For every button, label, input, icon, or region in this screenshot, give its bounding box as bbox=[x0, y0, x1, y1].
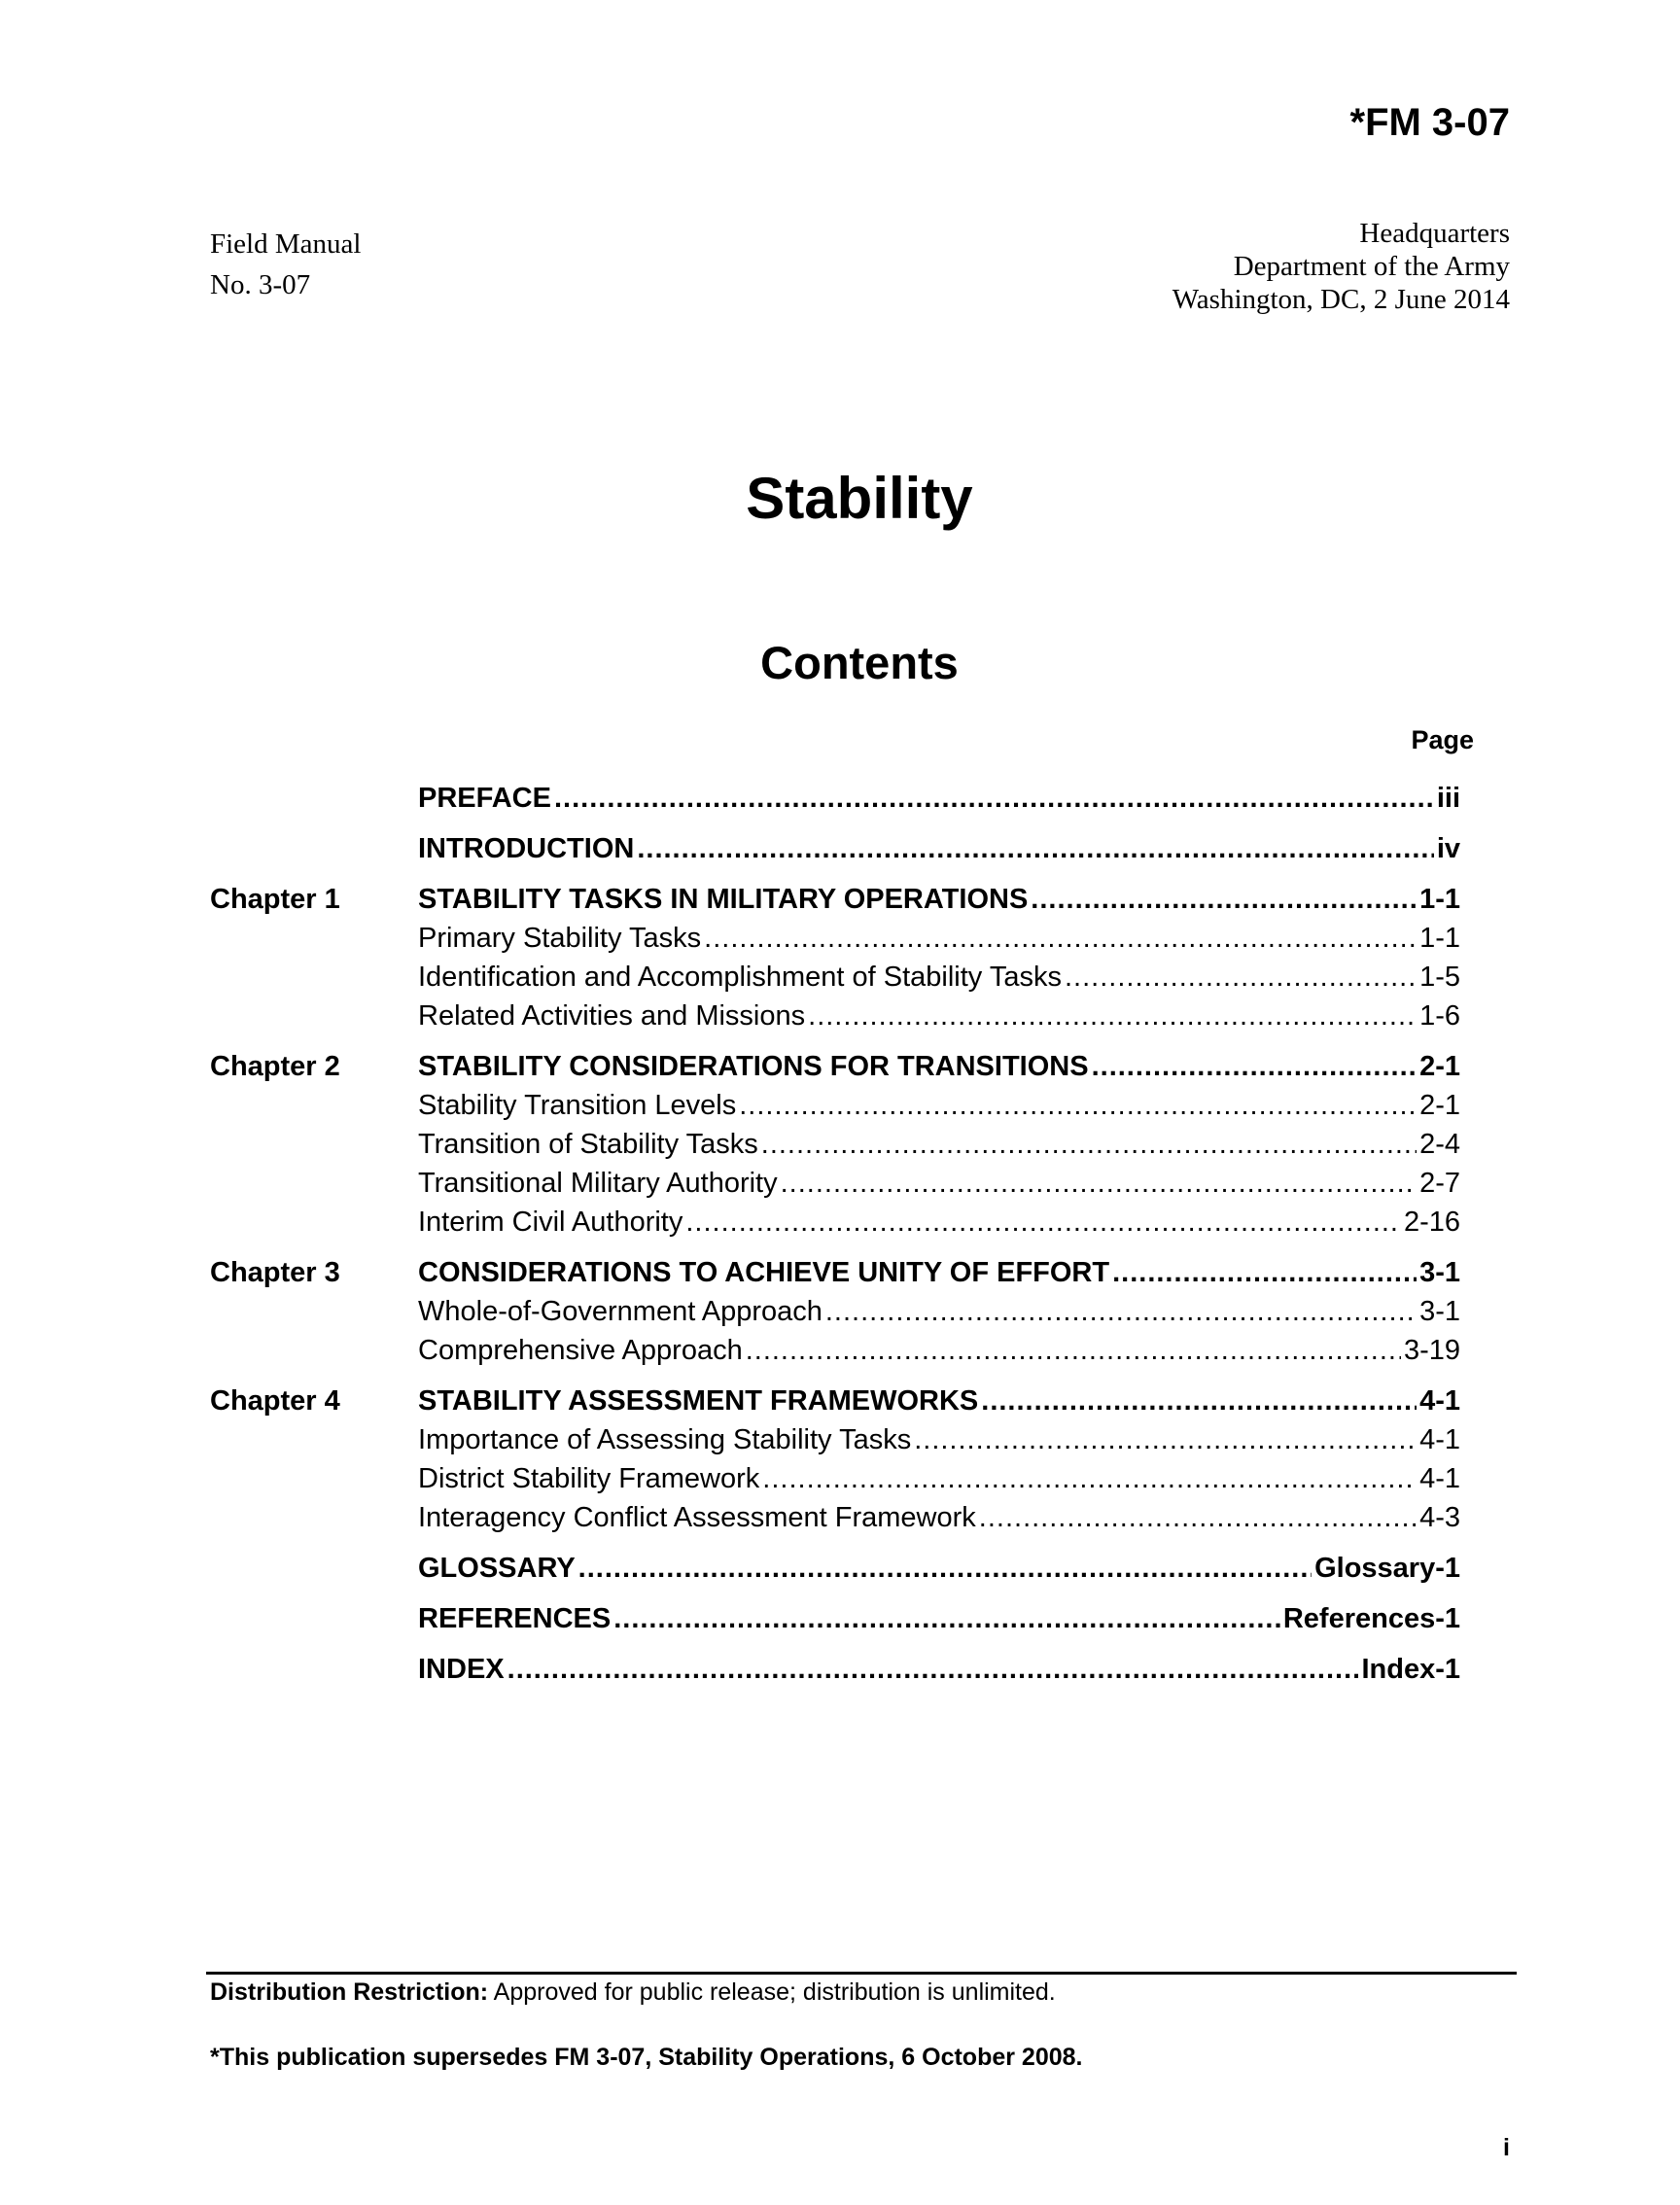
toc-leader-dots bbox=[825, 1296, 1417, 1328]
toc-entry-page: 1-1 bbox=[1419, 884, 1460, 915]
toc-leader-dots bbox=[914, 1424, 1417, 1456]
document-title: Stability bbox=[746, 466, 973, 531]
page-number: i bbox=[1503, 2134, 1510, 2161]
distribution-text: Approved for public release; distribution is unlimited. bbox=[488, 1978, 1056, 2006]
toc-entry-title: INTRODUCTION bbox=[418, 833, 635, 864]
document-code: *FM 3-07 bbox=[1349, 101, 1510, 144]
toc-entry-page: 2-16 bbox=[1403, 1207, 1460, 1238]
toc-entry-page: Glossary-1 bbox=[1314, 1553, 1460, 1584]
toc-entry-title: STABILITY CONSIDERATIONS FOR TRANSITIONS bbox=[418, 1051, 1089, 1082]
department-line: Department of the Army bbox=[1233, 251, 1510, 282]
toc-entry-title: CONSIDERATIONS TO ACHIEVE UNITY OF EFFORT bbox=[418, 1257, 1110, 1288]
toc-entry-page: iii bbox=[1436, 783, 1460, 814]
toc-entry-page: 1-5 bbox=[1419, 962, 1460, 993]
toc-entry-page: Index-1 bbox=[1361, 1654, 1460, 1685]
toc-entry-title: STABILITY TASKS IN MILITARY OPERATIONS bbox=[418, 884, 1029, 915]
toc-entry[interactable] bbox=[418, 1296, 1460, 1335]
distribution-restriction bbox=[210, 1978, 1056, 2007]
headquarters-line: Headquarters bbox=[1359, 218, 1510, 249]
manual-number-line: No. 3-07 bbox=[210, 269, 311, 300]
toc-leader-dots bbox=[613, 1603, 1280, 1635]
toc-leader-dots bbox=[761, 1129, 1417, 1161]
toc-entry[interactable] bbox=[418, 1168, 1460, 1207]
toc-entry[interactable] bbox=[418, 1257, 1460, 1296]
field-manual-line: Field Manual bbox=[210, 228, 362, 260]
location-date-line: Washington, DC, 2 June 2014 bbox=[1172, 284, 1510, 315]
toc-entry[interactable] bbox=[418, 1129, 1460, 1168]
toc-leader-dots bbox=[781, 1168, 1417, 1200]
toc-entry-page: 4-1 bbox=[1419, 1463, 1460, 1494]
toc-entry-page: iv bbox=[1436, 833, 1460, 864]
toc-entry-page: 2-1 bbox=[1419, 1090, 1460, 1121]
toc-entry-title: Importance of Assessing Stability Tasks bbox=[418, 1424, 912, 1455]
toc-entry-title: Comprehensive Approach bbox=[418, 1335, 743, 1366]
toc-entry-title: STABILITY ASSESSMENT FRAMEWORKS bbox=[418, 1385, 979, 1417]
toc-entry-page: 1-1 bbox=[1419, 923, 1460, 954]
toc-leader-dots bbox=[637, 833, 1433, 865]
toc-leader-dots bbox=[1112, 1257, 1417, 1289]
toc-entry[interactable] bbox=[418, 1090, 1460, 1129]
toc-entry[interactable] bbox=[418, 1335, 1460, 1374]
toc-entry[interactable] bbox=[418, 1553, 1460, 1592]
field-manual-number bbox=[210, 224, 361, 305]
toc-entry-page: 4-3 bbox=[1419, 1502, 1460, 1533]
toc-entry-page: 4-1 bbox=[1419, 1385, 1460, 1417]
toc-entry-title: Transitional Military Authority bbox=[418, 1168, 778, 1199]
toc-entry-page: 3-19 bbox=[1403, 1335, 1460, 1366]
toc-entry-title: District Stability Framework bbox=[418, 1463, 760, 1494]
toc-entry-page: 2-4 bbox=[1419, 1129, 1460, 1160]
toc-leader-dots bbox=[981, 1385, 1417, 1418]
toc-entry[interactable] bbox=[418, 923, 1460, 962]
toc-leader-dots bbox=[1031, 884, 1417, 916]
toc-entry-page: 2-1 bbox=[1419, 1051, 1460, 1082]
toc-entry[interactable] bbox=[418, 783, 1460, 822]
toc-leader-dots bbox=[508, 1654, 1359, 1686]
toc-leader-dots bbox=[979, 1502, 1417, 1534]
headquarters-block bbox=[1172, 217, 1510, 316]
toc-leader-dots bbox=[1092, 1051, 1418, 1083]
supersedes-note: *This publication supersedes FM 3-07, Stability Operations, 6 October 2008. bbox=[210, 2044, 1083, 2071]
toc-entry[interactable] bbox=[418, 1424, 1460, 1463]
toc-entry-title: Interagency Conflict Assessment Framework bbox=[418, 1502, 976, 1533]
toc-entry[interactable] bbox=[418, 1654, 1460, 1693]
toc-chapter-label: Chapter 2 bbox=[210, 1051, 340, 1082]
toc-entry-page: References-1 bbox=[1282, 1603, 1460, 1634]
toc-entry[interactable] bbox=[418, 1051, 1460, 1090]
toc-entry[interactable] bbox=[418, 1502, 1460, 1541]
toc-chapter-label: Chapter 4 bbox=[210, 1385, 340, 1417]
toc-entry-title: REFERENCES bbox=[418, 1603, 612, 1634]
toc-entry[interactable] bbox=[418, 1207, 1460, 1245]
toc-entry-title: Interim Civil Authority bbox=[418, 1207, 683, 1238]
page-column-label: Page bbox=[1411, 725, 1474, 754]
toc-entry-title: Transition of Stability Tasks bbox=[418, 1129, 758, 1160]
toc-leader-dots bbox=[685, 1207, 1401, 1239]
toc-entry-page: 3-1 bbox=[1419, 1257, 1460, 1288]
toc-chapter-label: Chapter 3 bbox=[210, 1257, 340, 1288]
toc-entry-page: 3-1 bbox=[1419, 1296, 1460, 1327]
toc-entry[interactable] bbox=[418, 962, 1460, 1000]
toc-leader-dots bbox=[554, 783, 1434, 815]
footer-divider bbox=[206, 1972, 1517, 1975]
toc-leader-dots bbox=[808, 1000, 1417, 1032]
toc-leader-dots bbox=[739, 1090, 1417, 1122]
toc-entry-page: 1-6 bbox=[1419, 1000, 1460, 1032]
toc-entry-title: PREFACE bbox=[418, 783, 551, 814]
toc-entry-title: INDEX bbox=[418, 1654, 505, 1685]
toc-entry-title: Whole-of-Government Approach bbox=[418, 1296, 822, 1327]
toc-entry[interactable] bbox=[418, 884, 1460, 923]
toc-entry-page: 2-7 bbox=[1419, 1168, 1460, 1199]
toc-entry-title: GLOSSARY bbox=[418, 1553, 576, 1584]
toc-entry[interactable] bbox=[418, 1000, 1460, 1039]
toc-leader-dots bbox=[704, 923, 1417, 955]
toc-chapter-label: Chapter 1 bbox=[210, 884, 340, 915]
distribution-label: Distribution Restriction: bbox=[210, 1978, 489, 2006]
toc-entry-title: Primary Stability Tasks bbox=[418, 923, 702, 954]
toc-entry-page: 4-1 bbox=[1419, 1424, 1460, 1455]
toc-leader-dots bbox=[578, 1553, 1312, 1585]
toc-leader-dots bbox=[1065, 962, 1417, 994]
toc-entry-title: Stability Transition Levels bbox=[418, 1090, 737, 1121]
toc-entry[interactable] bbox=[418, 1463, 1460, 1502]
toc-entry-title: Related Activities and Missions bbox=[418, 1000, 806, 1032]
toc-leader-dots bbox=[746, 1335, 1401, 1367]
toc-entry[interactable] bbox=[418, 833, 1460, 872]
toc-entry-title: Identification and Accomplishment of Stability Tasks bbox=[418, 962, 1062, 993]
contents-heading: Contents bbox=[760, 637, 959, 688]
toc-entry[interactable] bbox=[418, 1385, 1460, 1424]
toc-entry[interactable] bbox=[418, 1603, 1460, 1642]
toc-leader-dots bbox=[762, 1463, 1417, 1495]
